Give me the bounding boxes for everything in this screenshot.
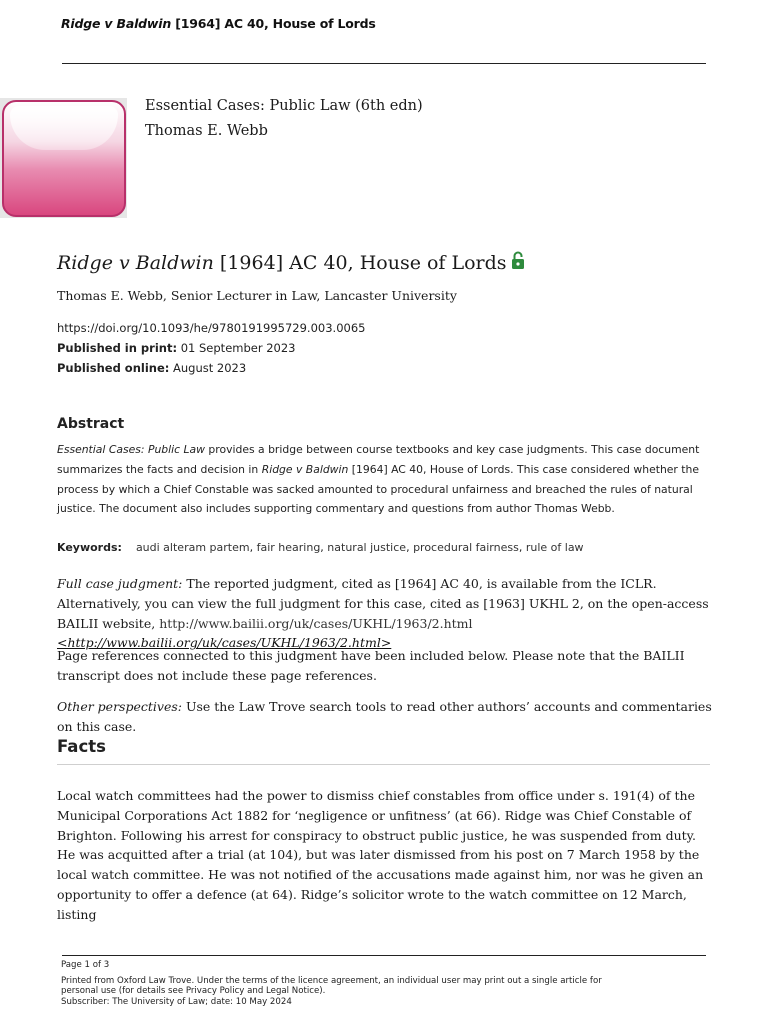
running-header-citation: [1964] AC 40, House of Lords	[175, 16, 376, 31]
other-perspectives-label: Other perspectives:	[57, 699, 182, 714]
abstract-text: Essential Cases: Public Law provides a bridge between course textbooks and key case judgments. This case document summarizes the facts and decision in Ridge v Baldwin [1964] AC 40, House of Lords. This case considered whether the process by which a Chief Constable was sacked amounted to procedural unfairness and breached the rules of natural justice. The document also includes supporting commentary and questions from author Thomas Webb.	[57, 443, 700, 516]
case-name: Ridge v Baldwin	[57, 252, 214, 274]
full-case-label: Full case judgment:	[57, 576, 183, 591]
footer-divider	[62, 955, 706, 956]
keyword-link[interactable]: audi alteram partem	[135, 541, 250, 554]
book-cover[interactable]	[0, 98, 127, 218]
abstract-book-title: Essential Cases: Public Law	[57, 443, 205, 456]
facts-paragraph: Local watch committees had the power to dismiss chief constables from office under s. 191(4) of the Municipal Corporations Act 1882 for ‘negligence or unfitness’ (at 66). Ridge was Chief Constable of Brighton. Following his arrest for conspiracy to obstruct public justice, he was suspended from duty. He was acquitted after a trial (at 104), but was later dismissed from his post on 7 March 1958 by the local watch committee. He was not notified of the accusations made against him, nor was he given an opportunity to offer a defence (at 64). Ridge’s solicitor wrote to the watch committee on 12 March, listing	[57, 788, 704, 922]
article-author: Thomas E. Webb, Senior Lecturer in Law, Lancaster University	[57, 288, 457, 303]
published-online-label: Published online:	[57, 361, 170, 375]
published-online	[57, 361, 246, 375]
keyword-link[interactable]: natural justice	[327, 541, 407, 554]
header-divider	[62, 63, 706, 64]
published-print-date: 01 September 2023	[180, 341, 296, 355]
book-cover-icon	[2, 100, 126, 217]
keyword-link[interactable]: fair hearing	[256, 541, 321, 554]
page-references-paragraph: Page references connected to this judgment have been included below. Please note that the BAILII transcript does not include these page references.	[57, 648, 685, 683]
facts-heading: Facts	[57, 737, 106, 756]
facts-divider	[57, 764, 710, 765]
book-author: Thomas E. Webb	[145, 123, 268, 139]
bailii-url[interactable]: http://www.bailii.org/uk/cases/UKHL/1963/2.html	[159, 615, 473, 631]
licence-notice-line2: personal use (for details see Privacy Policy and Legal Notice).	[61, 986, 326, 996]
case-citation: [1964] AC 40, House of Lords	[219, 252, 507, 274]
case-title	[57, 251, 525, 275]
keyword-link[interactable]: procedural fairness	[413, 541, 519, 554]
published-online-date: August 2023	[173, 361, 247, 375]
keyword-link[interactable]: rule of law	[525, 541, 584, 554]
subscriber-line: Subscriber: The University of Law; date: 10 May 2024	[61, 997, 292, 1007]
abstract-case-name: Ridge v Baldwin	[261, 462, 349, 476]
keywords: Keywords: audi alteram partem, fair hearing, natural justice, procedural fairness, rule of law	[57, 541, 584, 554]
page-number: Page 1 of 3	[61, 960, 110, 970]
doi-link[interactable]: https://doi.org/10.1093/he/9780191995729.003.0065	[57, 321, 366, 335]
open-lock-icon	[511, 251, 525, 275]
running-header-case-name: Ridge v Baldwin	[61, 16, 172, 31]
other-perspectives-paragraph: Other perspectives: Use the Law Trove search tools to read other authors’ accounts and commentaries on this case.	[57, 699, 712, 734]
book-title[interactable]: Essential Cases: Public Law (6th edn)	[145, 98, 423, 114]
abstract-heading: Abstract	[57, 416, 125, 432]
running-header	[61, 16, 376, 31]
licence-notice-line1: Printed from Oxford Law Trove. Under the terms of the licence agreement, an individual user may print out a single article for	[61, 976, 602, 986]
published-print	[57, 341, 296, 355]
full-case-judgment-paragraph: Full case judgment: The reported judgment, cited as [1964] AC 40, is available from the ICLR. Alternatively, you can view the full judgment for this case, cited as [1963] UKHL 2, on the open-access BAILII website, http://www.bailii.org/uk/cases/UKHL/1963/2.html <http://www.bailii.org/uk/cases/UKHL/1963/2.html>	[57, 576, 709, 651]
published-print-label: Published in print:	[57, 341, 178, 355]
bailii-link[interactable]: <http://www.bailii.org/uk/cases/UKHL/1963/2.html>	[57, 635, 392, 651]
keywords-label: Keywords:	[57, 541, 122, 554]
